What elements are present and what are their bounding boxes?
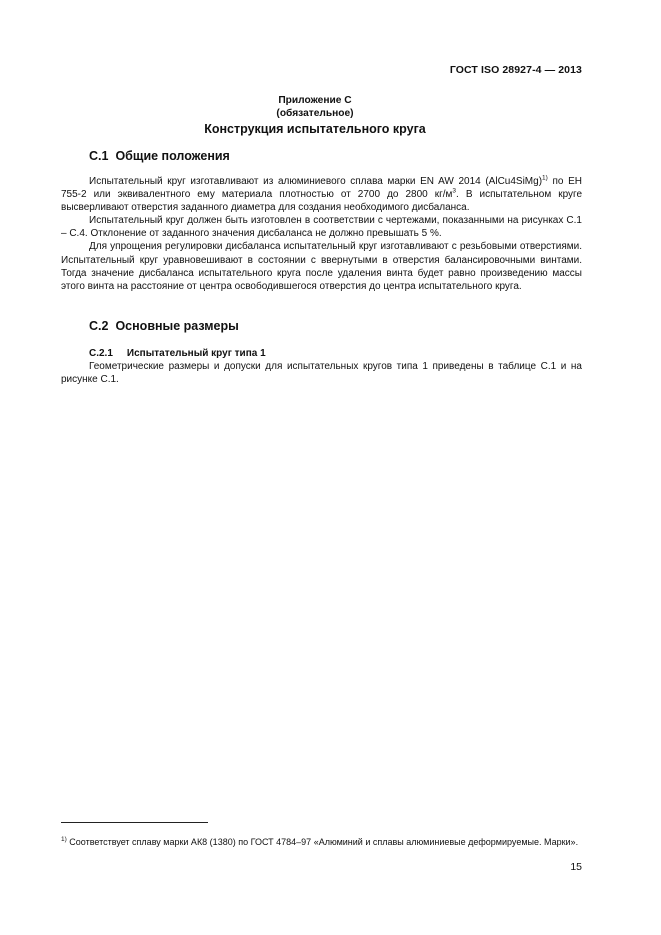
footnote: [61, 836, 582, 849]
paragraph-text: . В испытательном круге высверливают отверстия заданного диаметра для создания необходимого дисбаланса.: [61, 189, 583, 214]
section-title: Основные размеры: [115, 319, 239, 333]
annex-status: (обязательное): [276, 108, 354, 119]
paragraph-text: Испытательный круг изготавливают из алюминиевого сплава марки EN AW 2014 (AlCu4SiMg): [89, 176, 543, 187]
paragraph: [61, 175, 582, 214]
annex-title: Конструкция испытательного круга: [204, 122, 426, 136]
unit-superscript: 3: [452, 187, 457, 195]
section-heading-c2: [89, 319, 239, 333]
subsection-c2-1-body: [61, 360, 582, 386]
footnote-marker: 1): [61, 836, 67, 843]
section-title: Общие положения: [115, 149, 230, 163]
paragraph: Испытательный круг должен быть изготовлен в соответствии с чертежами, показанными на рисунках С.1 – С.4. Отклонение от заданного значения дисбаланса не должно превышать 5 %.: [61, 215, 582, 240]
annex-label: Приложение С: [278, 95, 352, 106]
subsection-number: С.2.1: [89, 348, 113, 359]
section-c1-body: [61, 175, 582, 293]
section-number: С.2: [89, 319, 109, 333]
paragraph: Для упрощения регулировки дисбаланса испытательный круг изготавливают с резьбовыми отверстиями. Испытательный круг уравновешивают в состоянии с ввернутыми в отверстия балансировочными винтами. Тогда значение дисбаланса испытательного круга после удаления винта будет равно произведению массы этого винта на расстояние от центра освободившегося отверстия до центра испытательного круга.: [61, 241, 582, 292]
section-heading-c1: [89, 149, 230, 163]
paragraph: Геометрические размеры и допуски для испытательных кругов типа 1 приведены в таблице С.1 и на рисунке С.1.: [61, 361, 582, 386]
footnote-text: Соответствует сплаву марки АК8 (1380) по ГОСТ 4784–97 «Алюминий и сплавы алюминиевые деформируемые. Марки».: [66, 837, 579, 847]
page-number: 15: [570, 861, 582, 873]
subsection-title: Испытательный круг типа 1: [126, 348, 266, 359]
paragraph-text: по ЕН 755-2 или эквивалентного ему материала плотностью от 2700 до 2800 кг/м: [61, 176, 582, 201]
footnote-reference: 1): [542, 174, 548, 182]
section-number: С.1: [89, 149, 109, 163]
subsection-heading-c2-1: [89, 348, 266, 359]
document-code: ГОСТ ISO 28927-4 — 2013: [449, 64, 582, 76]
annex-header: [0, 94, 630, 138]
footnote-divider: [61, 822, 208, 823]
